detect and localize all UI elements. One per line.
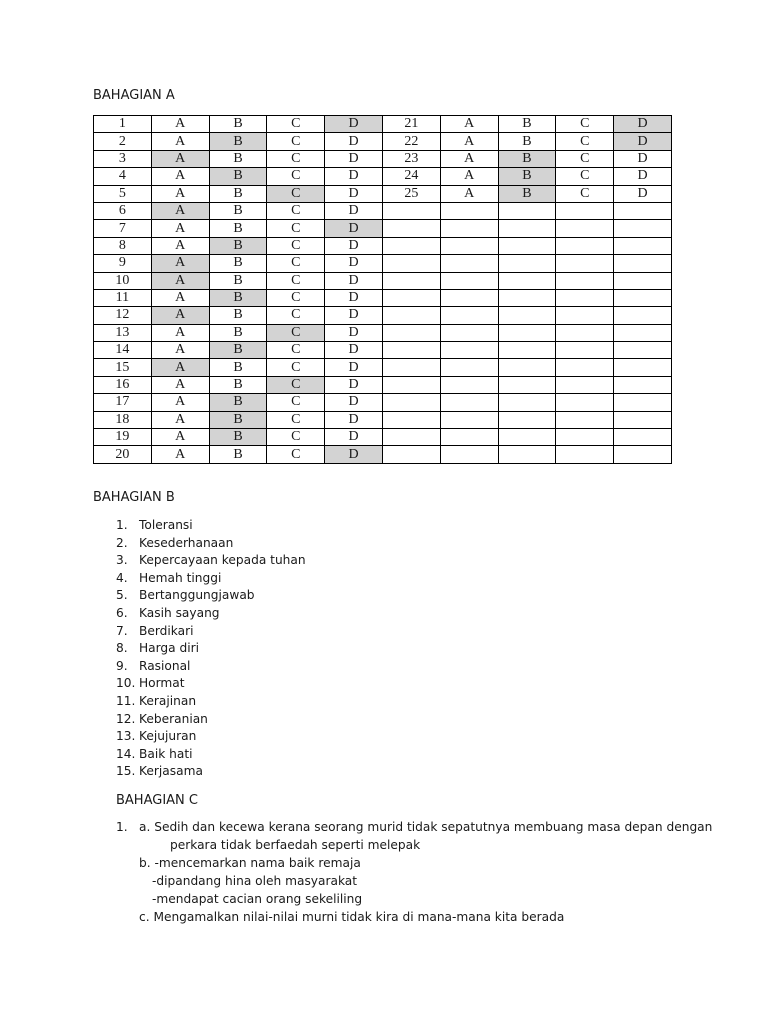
option-c-cell: C (556, 150, 614, 167)
option-d-cell: D (325, 237, 383, 254)
empty-cell (440, 342, 498, 359)
question-number-cell: 3 (94, 150, 152, 167)
list-item-text: Bertanggungjawab (139, 588, 255, 603)
empty-cell (440, 394, 498, 411)
section-b-list (116, 517, 306, 781)
empty-cell (440, 324, 498, 341)
option-a-cell: A (151, 185, 209, 202)
option-d-cell: D (614, 150, 672, 167)
option-b-cell: B (498, 168, 556, 185)
empty-cell (382, 307, 440, 324)
question-number-cell: 6 (94, 202, 152, 219)
question-number-cell: 8 (94, 237, 152, 254)
empty-cell (382, 324, 440, 341)
empty-cell (614, 376, 672, 393)
option-a-cell: A (151, 255, 209, 272)
option-b-cell: B (209, 150, 267, 167)
option-c-cell: C (267, 411, 325, 428)
table-row (94, 220, 672, 237)
empty-cell (614, 255, 672, 272)
list-item-text: Kesederhanaan (139, 535, 234, 550)
option-d-cell: D (614, 133, 672, 150)
option-b-cell: B (209, 376, 267, 393)
option-c-cell: C (267, 202, 325, 219)
empty-cell (498, 324, 556, 341)
empty-cell (440, 272, 498, 289)
section-c-heading: BAHAGIAN C (116, 793, 198, 808)
empty-cell (556, 289, 614, 306)
empty-cell (614, 272, 672, 289)
option-b-cell: B (498, 116, 556, 133)
empty-cell (556, 255, 614, 272)
table-row (94, 150, 672, 167)
question-number-cell: 12 (94, 307, 152, 324)
option-a-cell: A (151, 359, 209, 376)
list-item (116, 640, 306, 658)
option-b-cell: B (209, 411, 267, 428)
empty-cell (382, 272, 440, 289)
list-item-text: Toleransi (139, 518, 193, 532)
option-b-cell: B (209, 324, 267, 341)
question-number-cell: 7 (94, 220, 152, 237)
list-item (116, 763, 306, 781)
table-row (94, 342, 672, 359)
empty-cell (440, 237, 498, 254)
empty-cell (614, 342, 672, 359)
empty-cell (614, 446, 672, 463)
option-b-cell: B (209, 394, 267, 411)
table-row (94, 446, 672, 463)
option-b-cell: B (498, 185, 556, 202)
list-item-number: 9. (116, 658, 128, 673)
option-c-cell: C (267, 150, 325, 167)
answer-table (93, 115, 672, 464)
question-number-cell: 5 (94, 185, 152, 202)
option-d-cell: D (325, 272, 383, 289)
option-c-cell: C (556, 116, 614, 133)
option-d-cell: D (325, 446, 383, 463)
empty-cell (614, 220, 672, 237)
question-number-cell: 17 (94, 394, 152, 411)
empty-cell (498, 359, 556, 376)
option-c-cell: C (267, 394, 325, 411)
empty-cell (498, 411, 556, 428)
empty-cell (498, 429, 556, 446)
option-d-cell: D (325, 289, 383, 306)
empty-cell (382, 376, 440, 393)
empty-cell (556, 220, 614, 237)
empty-cell (498, 394, 556, 411)
list-item (116, 587, 306, 605)
option-d-cell: D (614, 116, 672, 133)
list-item (116, 658, 306, 676)
option-c-cell: C (556, 185, 614, 202)
section-c-line (116, 890, 736, 908)
table-row (94, 394, 672, 411)
option-c-cell: C (267, 272, 325, 289)
option-b-cell: B (209, 237, 267, 254)
option-d-cell: D (325, 168, 383, 185)
empty-cell (498, 376, 556, 393)
empty-cell (556, 342, 614, 359)
list-item-number: 3. (116, 553, 128, 568)
empty-cell (556, 446, 614, 463)
empty-cell (382, 394, 440, 411)
question-number: 1. (116, 820, 128, 834)
list-item-text: Rasional (139, 658, 191, 673)
empty-cell (440, 359, 498, 376)
option-b-cell: B (209, 359, 267, 376)
question-number-cell: 1 (94, 116, 152, 133)
empty-cell (498, 237, 556, 254)
empty-cell (382, 220, 440, 237)
list-item-text: Harga diri (139, 641, 200, 656)
empty-cell (382, 429, 440, 446)
empty-cell (440, 255, 498, 272)
option-a-cell: A (440, 116, 498, 133)
question-number-cell: 4 (94, 168, 152, 185)
option-d-cell: D (325, 307, 383, 324)
option-d-cell: D (325, 324, 383, 341)
option-b-cell: B (498, 133, 556, 150)
empty-cell (498, 255, 556, 272)
option-a-cell: A (151, 202, 209, 219)
list-item (116, 623, 306, 641)
empty-cell (614, 237, 672, 254)
option-a-cell: A (151, 220, 209, 237)
option-c-cell: C (267, 168, 325, 185)
empty-cell (382, 289, 440, 306)
table-row (94, 272, 672, 289)
option-d-cell: D (614, 185, 672, 202)
line-text: b. -mencemarkan nama baik remaja (139, 856, 361, 870)
table-row (94, 185, 672, 202)
list-item (116, 570, 306, 588)
empty-cell (382, 359, 440, 376)
empty-cell (614, 394, 672, 411)
table-row (94, 359, 672, 376)
empty-cell (556, 307, 614, 324)
option-b-cell: B (209, 289, 267, 306)
empty-cell (556, 376, 614, 393)
option-a-cell: A (151, 394, 209, 411)
empty-cell (440, 376, 498, 393)
list-item (116, 693, 306, 711)
empty-cell (382, 446, 440, 463)
empty-cell (614, 202, 672, 219)
list-item (116, 552, 306, 570)
empty-cell (614, 411, 672, 428)
empty-cell (556, 359, 614, 376)
question-number-cell: 15 (94, 359, 152, 376)
option-c-cell: C (267, 342, 325, 359)
empty-cell (498, 289, 556, 306)
list-item-text: Hemah tinggi (139, 570, 222, 585)
list-item-number: 1. (116, 518, 128, 532)
empty-cell (498, 272, 556, 289)
list-item-number: 11. (116, 693, 136, 708)
table-row (94, 411, 672, 428)
option-d-cell: D (325, 150, 383, 167)
question-number-cell: 13 (94, 324, 152, 341)
line-text: a. Sedih dan kecewa kerana seorang murid tidak sepatutnya membuang masa depan dengan (139, 820, 713, 834)
empty-cell (556, 272, 614, 289)
option-c-cell: C (267, 237, 325, 254)
question-number-cell: 16 (94, 376, 152, 393)
option-a-cell: A (151, 133, 209, 150)
section-c-answer (116, 818, 736, 926)
list-item-number: 4. (116, 570, 128, 585)
question-number-cell: 11 (94, 289, 152, 306)
question-number-cell: 24 (382, 168, 440, 185)
question-number-cell: 25 (382, 185, 440, 202)
option-c-cell: C (556, 133, 614, 150)
table-row (94, 116, 672, 133)
empty-cell (556, 394, 614, 411)
option-a-cell: A (151, 289, 209, 306)
list-item-number: 15. (116, 764, 136, 779)
list-item-number: 8. (116, 641, 128, 656)
line-text: -dipandang hina oleh masyarakat (152, 874, 358, 888)
list-item (116, 535, 306, 553)
option-c-cell: C (556, 168, 614, 185)
option-a-cell: A (151, 324, 209, 341)
option-c-cell: C (267, 289, 325, 306)
list-item-text: Hormat (139, 676, 185, 691)
empty-cell (498, 446, 556, 463)
list-item-text: Kerajinan (139, 693, 197, 708)
empty-cell (382, 237, 440, 254)
empty-cell (556, 324, 614, 341)
list-item-number: 12. (116, 711, 136, 726)
option-d-cell: D (614, 168, 672, 185)
option-a-cell: A (151, 237, 209, 254)
table-row (94, 255, 672, 272)
list-item (116, 711, 306, 729)
option-a-cell: A (440, 133, 498, 150)
table-row (94, 289, 672, 306)
option-c-cell: C (267, 429, 325, 446)
section-c-line (116, 908, 736, 926)
option-c-cell: C (267, 255, 325, 272)
empty-cell (556, 411, 614, 428)
option-b-cell: B (209, 307, 267, 324)
list-item-text: Berdikari (139, 623, 194, 638)
empty-cell (614, 307, 672, 324)
list-item-text: Baik hati (139, 746, 193, 761)
list-item (116, 675, 306, 693)
option-b-cell: B (209, 116, 267, 133)
empty-cell (440, 446, 498, 463)
option-a-cell: A (151, 342, 209, 359)
option-d-cell: D (325, 202, 383, 219)
option-d-cell: D (325, 394, 383, 411)
empty-cell (614, 429, 672, 446)
empty-cell (440, 429, 498, 446)
option-a-cell: A (151, 376, 209, 393)
table-row (94, 307, 672, 324)
list-item-number: 14. (116, 746, 136, 761)
empty-cell (556, 237, 614, 254)
option-d-cell: D (325, 133, 383, 150)
option-c-cell: C (267, 307, 325, 324)
line-text: perkara tidak berfaedah seperti melepak (170, 838, 421, 852)
list-item-text: Kerjasama (139, 764, 203, 779)
section-c-line (116, 836, 736, 854)
question-number-cell: 9 (94, 255, 152, 272)
option-a-cell: A (151, 168, 209, 185)
list-item-text: Kasih sayang (139, 605, 220, 620)
line-text: c. Mengamalkan nilai-nilai murni tidak kira di mana-mana kita berada (139, 910, 565, 924)
list-item-number: 10. (116, 676, 136, 691)
option-a-cell: A (151, 116, 209, 133)
option-b-cell: B (209, 429, 267, 446)
option-c-cell: C (267, 133, 325, 150)
empty-cell (614, 324, 672, 341)
list-item-number: 6. (116, 605, 128, 620)
section-c-line (116, 818, 736, 836)
option-d-cell: D (325, 411, 383, 428)
empty-cell (440, 202, 498, 219)
option-a-cell: A (440, 185, 498, 202)
option-b-cell: B (209, 168, 267, 185)
table-row (94, 324, 672, 341)
option-d-cell: D (325, 342, 383, 359)
question-number-cell: 18 (94, 411, 152, 428)
option-a-cell: A (151, 411, 209, 428)
empty-cell (382, 255, 440, 272)
empty-cell (498, 342, 556, 359)
list-item-number: 13. (116, 729, 136, 744)
option-d-cell: D (325, 255, 383, 272)
empty-cell (498, 307, 556, 324)
section-c-line (116, 872, 736, 890)
empty-cell (382, 202, 440, 219)
list-item-text: Keberanian (139, 711, 208, 726)
empty-cell (382, 411, 440, 428)
question-number-cell: 10 (94, 272, 152, 289)
option-d-cell: D (325, 185, 383, 202)
option-d-cell: D (325, 429, 383, 446)
option-a-cell: A (151, 272, 209, 289)
empty-cell (556, 429, 614, 446)
empty-cell (440, 220, 498, 237)
question-number-cell: 19 (94, 429, 152, 446)
option-a-cell: A (440, 168, 498, 185)
option-b-cell: B (209, 342, 267, 359)
option-c-cell: C (267, 324, 325, 341)
empty-cell (614, 359, 672, 376)
question-number-cell: 21 (382, 116, 440, 133)
line-text: -mendapat cacian orang sekeliling (152, 892, 363, 906)
option-c-cell: C (267, 376, 325, 393)
list-item (116, 517, 306, 535)
list-item-text: Kepercayaan kepada tuhan (139, 553, 306, 568)
option-c-cell: C (267, 185, 325, 202)
empty-cell (498, 220, 556, 237)
option-c-cell: C (267, 220, 325, 237)
option-d-cell: D (325, 359, 383, 376)
section-c-line (116, 854, 736, 872)
section-b-heading: BAHAGIAN B (93, 490, 175, 505)
list-item (116, 746, 306, 764)
list-item-text: Kejujuran (139, 729, 197, 744)
option-a-cell: A (151, 446, 209, 463)
question-number-cell: 22 (382, 133, 440, 150)
empty-cell (614, 289, 672, 306)
table-row (94, 168, 672, 185)
option-b-cell: B (209, 272, 267, 289)
table-row (94, 133, 672, 150)
question-number-cell: 20 (94, 446, 152, 463)
empty-cell (440, 307, 498, 324)
table-row (94, 202, 672, 219)
option-a-cell: A (151, 429, 209, 446)
list-item-number: 5. (116, 588, 128, 603)
option-b-cell: B (209, 185, 267, 202)
option-a-cell: A (151, 150, 209, 167)
table-row (94, 237, 672, 254)
option-b-cell: B (209, 255, 267, 272)
option-c-cell: C (267, 359, 325, 376)
list-item (116, 605, 306, 623)
option-d-cell: D (325, 220, 383, 237)
option-a-cell: A (151, 307, 209, 324)
option-d-cell: D (325, 116, 383, 133)
empty-cell (498, 202, 556, 219)
empty-cell (440, 289, 498, 306)
empty-cell (556, 202, 614, 219)
list-item (116, 728, 306, 746)
option-d-cell: D (325, 376, 383, 393)
table-row (94, 376, 672, 393)
empty-cell (382, 342, 440, 359)
table-row (94, 429, 672, 446)
section-a-heading: BAHAGIAN A (93, 88, 175, 103)
empty-cell (440, 411, 498, 428)
question-number-cell: 14 (94, 342, 152, 359)
list-item-number: 2. (116, 535, 128, 550)
option-c-cell: C (267, 116, 325, 133)
option-b-cell: B (498, 150, 556, 167)
option-b-cell: B (209, 220, 267, 237)
list-item-number: 7. (116, 623, 128, 638)
question-number-cell: 2 (94, 133, 152, 150)
option-c-cell: C (267, 446, 325, 463)
option-b-cell: B (209, 202, 267, 219)
option-b-cell: B (209, 133, 267, 150)
option-b-cell: B (209, 446, 267, 463)
option-a-cell: A (440, 150, 498, 167)
question-number-cell: 23 (382, 150, 440, 167)
